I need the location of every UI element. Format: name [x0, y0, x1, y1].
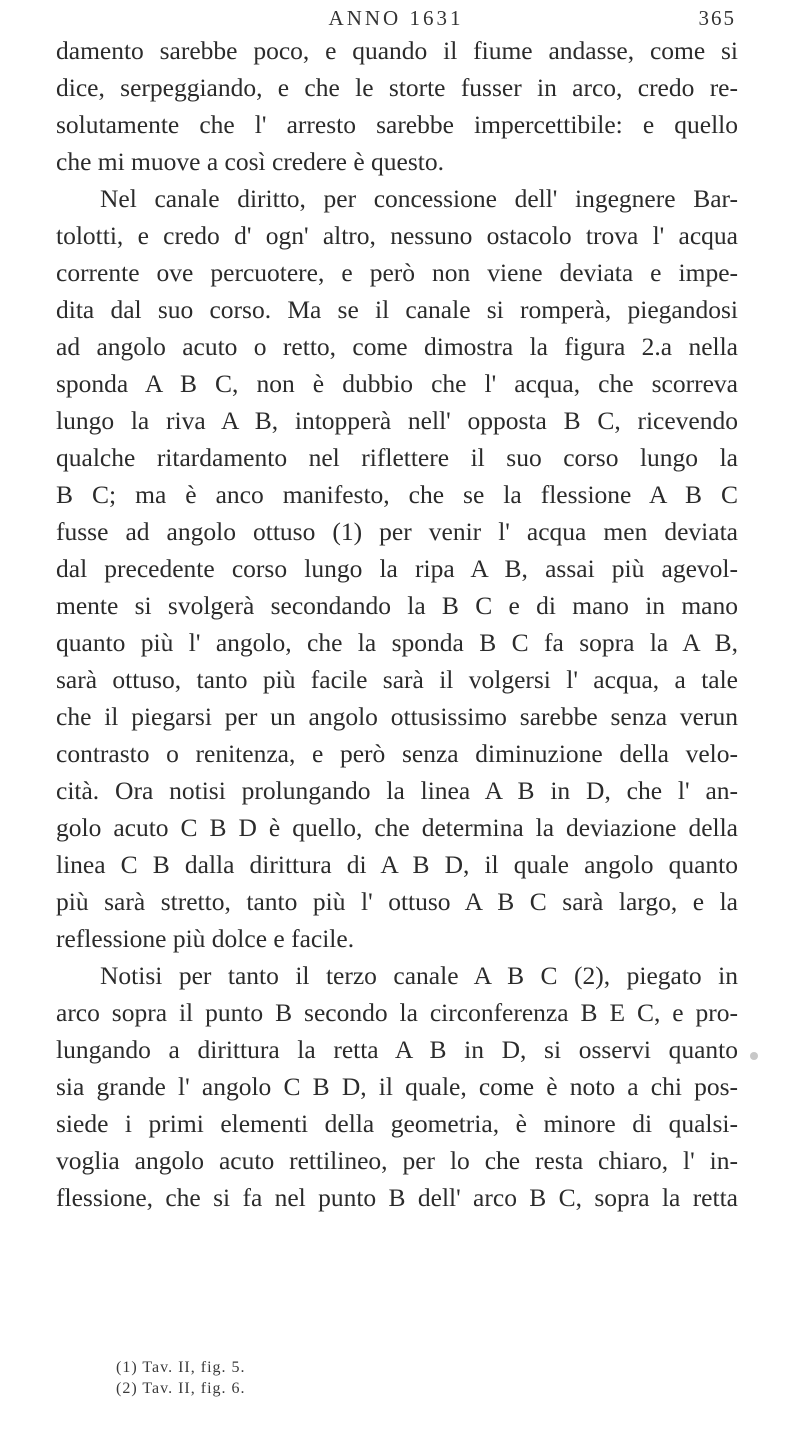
text-line: tolotti, e credo d' ogn' altro, nessuno ostacolo trova l' acqua — [56, 221, 738, 250]
running-title: ANNO 1631 — [328, 6, 464, 30]
text-line: flessione, che si fa nel punto B dell' arco B C, sopra la retta — [56, 1183, 738, 1212]
text-line: lungo la riva A B, intopperà nell' opposta B C, ricevendo — [56, 406, 738, 435]
text-line: reflessione più dolce e facile. — [56, 924, 355, 953]
body-text — [56, 32, 738, 1216]
text-line: sponda A B C, non è dubbio che l' acqua, che scorreva — [56, 369, 738, 398]
text-line: dal precedente corso lungo la ripa A B, assai più agevol- — [56, 554, 738, 583]
text-line: Nel canale diritto, per concessione dell' ingegnere Bar- — [100, 184, 738, 213]
text-line: arco sopra il punto B secondo la circonferenza B E C, e pro- — [56, 998, 738, 1027]
text-line: cità. Ora notisi prolungando la linea A B in D, che l' an- — [56, 776, 738, 805]
page-number: 365 — [698, 6, 736, 30]
text-line: golo acuto C B D è quello, che determina la deviazione della — [56, 813, 738, 842]
running-head — [56, 6, 736, 34]
text-line: sia grande l' angolo C B D, il quale, come è noto a chi pos- — [56, 1072, 738, 1101]
text-line: Notisi per tanto il terzo canale A B C (2), piegato in — [100, 961, 738, 990]
text-line: qualche ritardamento nel riflettere il suo corso lungo la — [56, 443, 738, 472]
text-line: lungando a dirittura la retta A B in D, si osservi quanto — [56, 1035, 738, 1064]
text-line: dice, serpeggiando, e che le storte fusser in arco, credo re- — [56, 73, 738, 102]
text-line: dita dal suo corso. Ma se il canale si romperà, piegandosi — [56, 295, 738, 324]
text-line: solutamente che l' arresto sarebbe impercettibile: e quello — [56, 110, 738, 139]
text-line: contrasto o renitenza, e però senza diminuzione della velo- — [56, 739, 738, 768]
text-line: che il piegarsi per un angolo ottusissimo sarebbe senza verun — [56, 702, 738, 731]
text-line: quanto più l' angolo, che la sponda B C fa sopra la A B, — [56, 628, 738, 657]
text-line: mente si svolgerà secondando la B C e di mano in mano — [56, 591, 738, 620]
text-line: linea C B dalla dirittura di A B D, il quale angolo quanto — [56, 850, 738, 879]
footnote: (1) Tav. II, fig. 5. — [116, 1359, 246, 1376]
text-line: damento sarebbe poco, e quando il fiume andasse, come si — [56, 36, 738, 65]
text-line: fusse ad angolo ottuso (1) per venir l' acqua men deviata — [56, 517, 738, 546]
text-line: ad angolo acuto o retto, come dimostra la figura 2.a nella — [56, 332, 738, 361]
text-line: voglia angolo acuto rettilineo, per lo che resta chiaro, l' in- — [56, 1146, 738, 1175]
footnote: (2) Tav. II, fig. 6. — [116, 1380, 246, 1397]
text-line: più sarà stretto, tanto più l' ottuso A B C sarà largo, e la — [56, 887, 738, 916]
paper-speck — [750, 1052, 758, 1060]
text-line: sarà ottuso, tanto più facile sarà il volgersi l' acqua, a tale — [56, 665, 738, 694]
text-line: che mi muove a così credere è questo. — [56, 147, 445, 176]
text-line: siede i primi elementi della geometria, è minore di qualsi- — [56, 1109, 738, 1138]
footnotes — [116, 1357, 416, 1399]
text-line: corrente ove percuotere, e però non viene deviata e impe- — [56, 258, 738, 287]
text-line: B C; ma è anco manifesto, che se la flessione A B C — [56, 480, 738, 509]
